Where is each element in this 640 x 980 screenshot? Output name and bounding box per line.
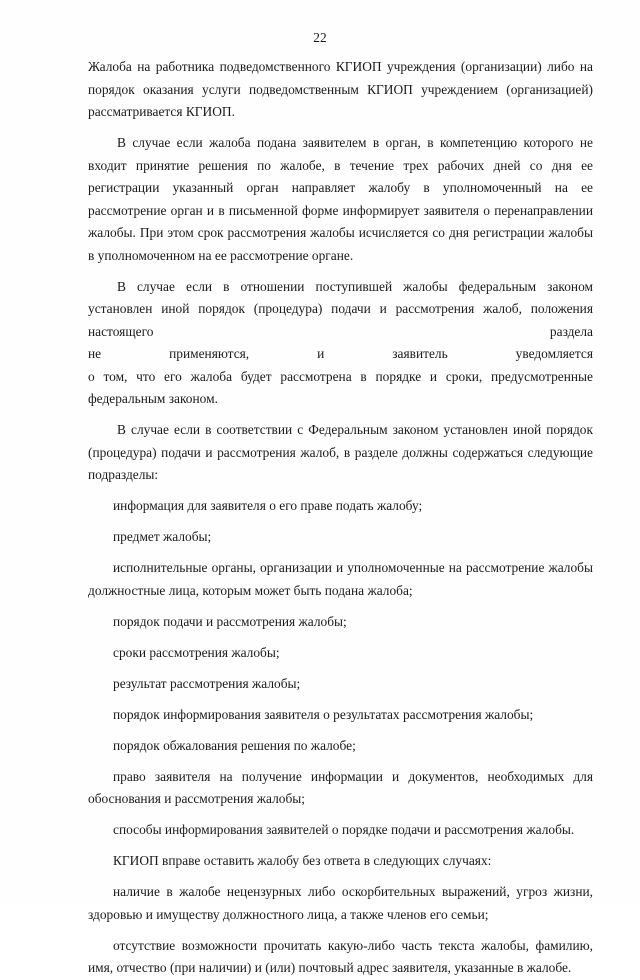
paragraph-federal-law-start: В случае если в отношении поступившей жалобы федеральным законом установлен иной порядок (процедура) подачи и рассмотрения жалоб, положения настоящего раздела xyxy=(88,278,593,339)
list-item-deadlines: сроки рассмотрения жалобы; xyxy=(113,644,280,660)
paragraph-subsections-intro: В случае если в соответствии с Федеральным законом установлен иной порядок (процедура) подачи и рассмотрения жалоб, в разделе должны содержаться следующие подразделы: xyxy=(88,422,593,482)
spread-word: уведомляется xyxy=(515,346,593,361)
spread-word: не xyxy=(88,346,102,361)
paragraph-federal-law-procedure xyxy=(88,276,593,411)
list-item-informing-methods: способы информирования заявителей о порядке подачи и рассмотрения жалобы. xyxy=(113,822,575,837)
page-number: 22 xyxy=(313,30,327,45)
list-item-submission-order: порядок подачи и рассмотрения жалобы; xyxy=(113,613,347,629)
paragraph-redirect-complaint: В случае если жалоба подана заявителем в орган, в компетенцию которого не входит принятие решения по жалобе, в течение трех рабочих дней со дня ее регистрации указанный орган направляет жалобу в уполномоченный на ее рассмотрение орган и в письменной форме информирует заявителя о перенаправлении жалобы. При этом срок рассмотрения жалобы исчисляется со дня регистрации жалобы в уполномоченном на ее рассмотрение органе. xyxy=(88,135,593,263)
document-body xyxy=(88,56,593,980)
list-item-result: результат рассмотрения жалобы; xyxy=(113,675,301,691)
spread-word: применяются, xyxy=(169,346,250,361)
spread-word: заявитель xyxy=(392,346,448,361)
list-item-subject: предмет жалобы; xyxy=(113,529,212,544)
paragraph-federal-law-end: о том, что его жалоба будет рассмотрена в порядке и сроки, предусмотренные федеральным законом. xyxy=(88,368,593,406)
list-item-info-right: информация для заявителя о его праве подать жалобу; xyxy=(113,498,423,513)
list-item-obscene-language: наличие в жалобе нецензурных либо оскорбительных выражений, угроз жизни, здоровью и имуществу должностного лица, а также членов его семьи; xyxy=(88,884,593,922)
spread-word: и xyxy=(317,346,325,361)
spread-words-line xyxy=(88,343,593,366)
paragraph-complaint-employee: Жалоба на работника подведомственного КГИОП учреждения (организации) либо на порядок оказания услуги подведомственным КГИОП учреждением (организацией) рассматривается КГИОП. xyxy=(88,59,593,119)
list-item-appeal-order: порядок обжалования решения по жалобе; xyxy=(113,737,356,753)
list-item-no-answer-intro: КГИОП вправе оставить жалобу без ответа в следующих случаях: xyxy=(113,853,492,868)
list-item-informing-results: порядок информирования заявителя о результатах рассмотрения жалобы; xyxy=(113,706,534,722)
list-item-right-to-information: право заявителя на получение информации и документов, необходимых для обоснования и рассмотрения жалобы; xyxy=(88,768,593,806)
list-item-authorities: исполнительные органы, организации и уполномоченные на рассмотрение жалобы должностные лица, которым может быть подана жалоба; xyxy=(88,560,593,598)
list-item-unreadable-text: отсутствие возможности прочитать какую-либо часть текста жалобы, фамилию, имя, отчество (при наличии) и (или) почтовый адрес заявителя, указанные в жалобе. xyxy=(88,937,593,975)
